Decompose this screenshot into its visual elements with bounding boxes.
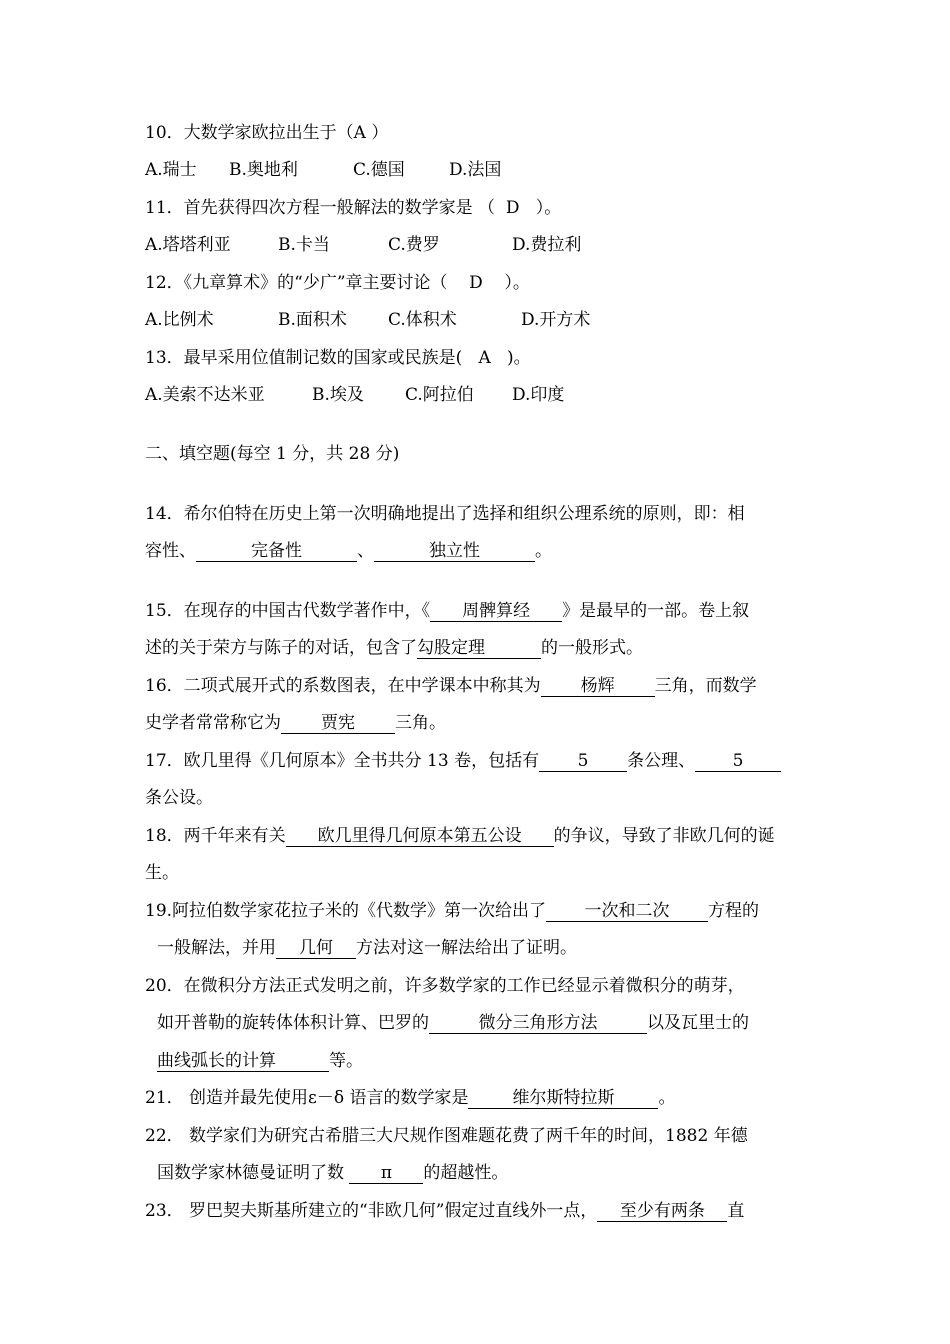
question-text-end: ） <box>371 123 389 143</box>
question-20-line-3: 曲线弧长的计算 等。 <box>157 1051 363 1071</box>
question-17-line-1: 17．欧几里得《几何原本》全书共分 13 卷，包括有 5 条公理、 5 <box>145 750 781 772</box>
option-a: A.瑞士 <box>145 160 197 180</box>
blank-answer: 曲线弧长的计算 <box>157 1051 329 1072</box>
question-answer: D <box>505 198 520 218</box>
question-18-line-1: 18．两千年来有关 欧几里得几何原本第五公设 的争议，导致了非欧几何的诞 <box>145 826 775 846</box>
question-14-line-2: 容性、 完备性 、 独立性 。 <box>145 541 552 561</box>
options-10 <box>145 159 501 181</box>
question-15-line-1: 15．在现存的中国古代数学著作中，《 周髀算经 》是最早的一部。卷上叙 <box>145 601 750 621</box>
blank-answer: π <box>349 1163 423 1184</box>
option-c: C.费罗 <box>388 235 440 255</box>
question-15-line-2: 述的关于荣方与陈子的对话，包含了勾股定理 的一般形式。 <box>145 638 643 658</box>
question-21-line-1: 21． 创造并最先使用ε－δ 语言的数学家是 维尔斯特拉斯 。 <box>145 1088 676 1108</box>
options-12 <box>145 309 590 331</box>
option-d: D.印度 <box>512 385 565 405</box>
option-b: B.埃及 <box>312 385 364 405</box>
question-answer: A <box>478 348 491 368</box>
question-text: 大数学家欧拉出生于（ <box>183 123 354 143</box>
question-text-end: )。 <box>507 348 531 368</box>
question-16-line-2: 史学者常常称它为 贾宪 三角。 <box>145 713 446 733</box>
question-14-line-1: 14．希尔伯特在历史上第一次明确地提出了选择和组织公理系统的原则，即：相 <box>145 504 745 524</box>
option-c: C.阿拉伯 <box>405 385 474 405</box>
question-11 <box>145 197 561 219</box>
option-c: C.体积术 <box>388 310 457 330</box>
blank-answer: 完备性 <box>196 541 357 562</box>
blank-answer: 杨辉 <box>541 676 655 697</box>
question-13 <box>145 347 531 369</box>
option-b: B.面积术 <box>278 310 347 330</box>
blank-answer: 维尔斯特拉斯 <box>468 1088 658 1109</box>
options-11 <box>145 234 581 256</box>
question-number: 12． <box>145 273 184 293</box>
question-answer: D <box>469 273 483 293</box>
question-text: 最早采用位值制记数的国家或民族是( <box>183 348 463 368</box>
option-b: B.奥地利 <box>229 160 298 180</box>
question-23-line-1: 23． 罗巴契夫斯基所建立的“非欧几何”假定过直线外一点， 至少有两条 直 <box>145 1201 745 1221</box>
blank-answer: 几何 <box>276 938 356 959</box>
question-text-end: ）。 <box>504 273 530 293</box>
option-d: D.开方术 <box>521 310 591 330</box>
question-22-line-2: 国数学家林德曼证明了数 π 的超越性。 <box>157 1163 509 1183</box>
blank-answer: 5 <box>539 751 627 772</box>
question-number: 10． <box>145 123 184 143</box>
option-a: A.美索不达米亚 <box>145 385 265 405</box>
option-d: D.费拉利 <box>512 235 582 255</box>
blank-answer: 至少有两条 <box>597 1201 727 1222</box>
option-a: A.比例术 <box>145 310 214 330</box>
blank-answer: 贾宪 <box>281 713 395 734</box>
question-19-line-1: 19.阿拉伯数学家花拉子米的《代数学》第一次给出了 一次和二次 方程的 <box>145 901 760 921</box>
option-a: A.塔塔利亚 <box>145 235 231 255</box>
question-19-line-2: 一般解法，并用 几何 方法对这一解法给出了证明。 <box>157 938 577 958</box>
blank-answer: 微分三角形方法 <box>429 1013 647 1034</box>
question-10 <box>145 122 388 144</box>
question-17-line-2: 条公设。 <box>145 788 213 808</box>
question-answer: A <box>353 123 366 143</box>
question-20-line-1: 20．在微积分方法正式发明之前，许多数学家的工作已经显示着微积分的萌芽， <box>145 976 745 996</box>
question-22-line-1: 22． 数学家们为研究古希腊三大尺规作图难题花费了两千年的时间，1882 年德 <box>145 1126 748 1146</box>
question-text: 《九章算术》的“少广”章主要讨论（ <box>183 273 448 293</box>
options-13 <box>145 384 564 406</box>
section-heading: 二、填空题(每空 1 分，共 28 分) <box>145 444 400 464</box>
question-text: 首先获得四次方程一般解法的数学家是 （ <box>183 198 496 218</box>
blank-answer: 一次和二次 <box>546 901 708 922</box>
question-number: 11． <box>145 198 184 218</box>
question-text-end: ）。 <box>535 198 562 218</box>
blank-answer: 欧几里得几何原本第五公设 <box>286 826 554 847</box>
question-18-line-2: 生。 <box>145 863 179 883</box>
option-c: C.德国 <box>353 160 405 180</box>
blank-answer: 5 <box>695 751 781 772</box>
option-d: D.法国 <box>449 160 502 180</box>
question-12 <box>145 272 530 294</box>
blank-answer: 勾股定理 <box>417 638 541 659</box>
question-number: 13． <box>145 348 184 368</box>
question-20-line-2: 如开普勒的旋转体体积计算、巴罗的 微分三角形方法 以及瓦里士的 <box>157 1013 749 1033</box>
blank-answer: 周髀算经 <box>430 601 562 622</box>
question-16-line-1: 16．二项式展开式的系数图表，在中学课本中称其为 杨辉 三角，而数学 <box>145 676 757 696</box>
blank-answer: 独立性 <box>374 541 535 562</box>
option-b: B.卡当 <box>278 235 330 255</box>
